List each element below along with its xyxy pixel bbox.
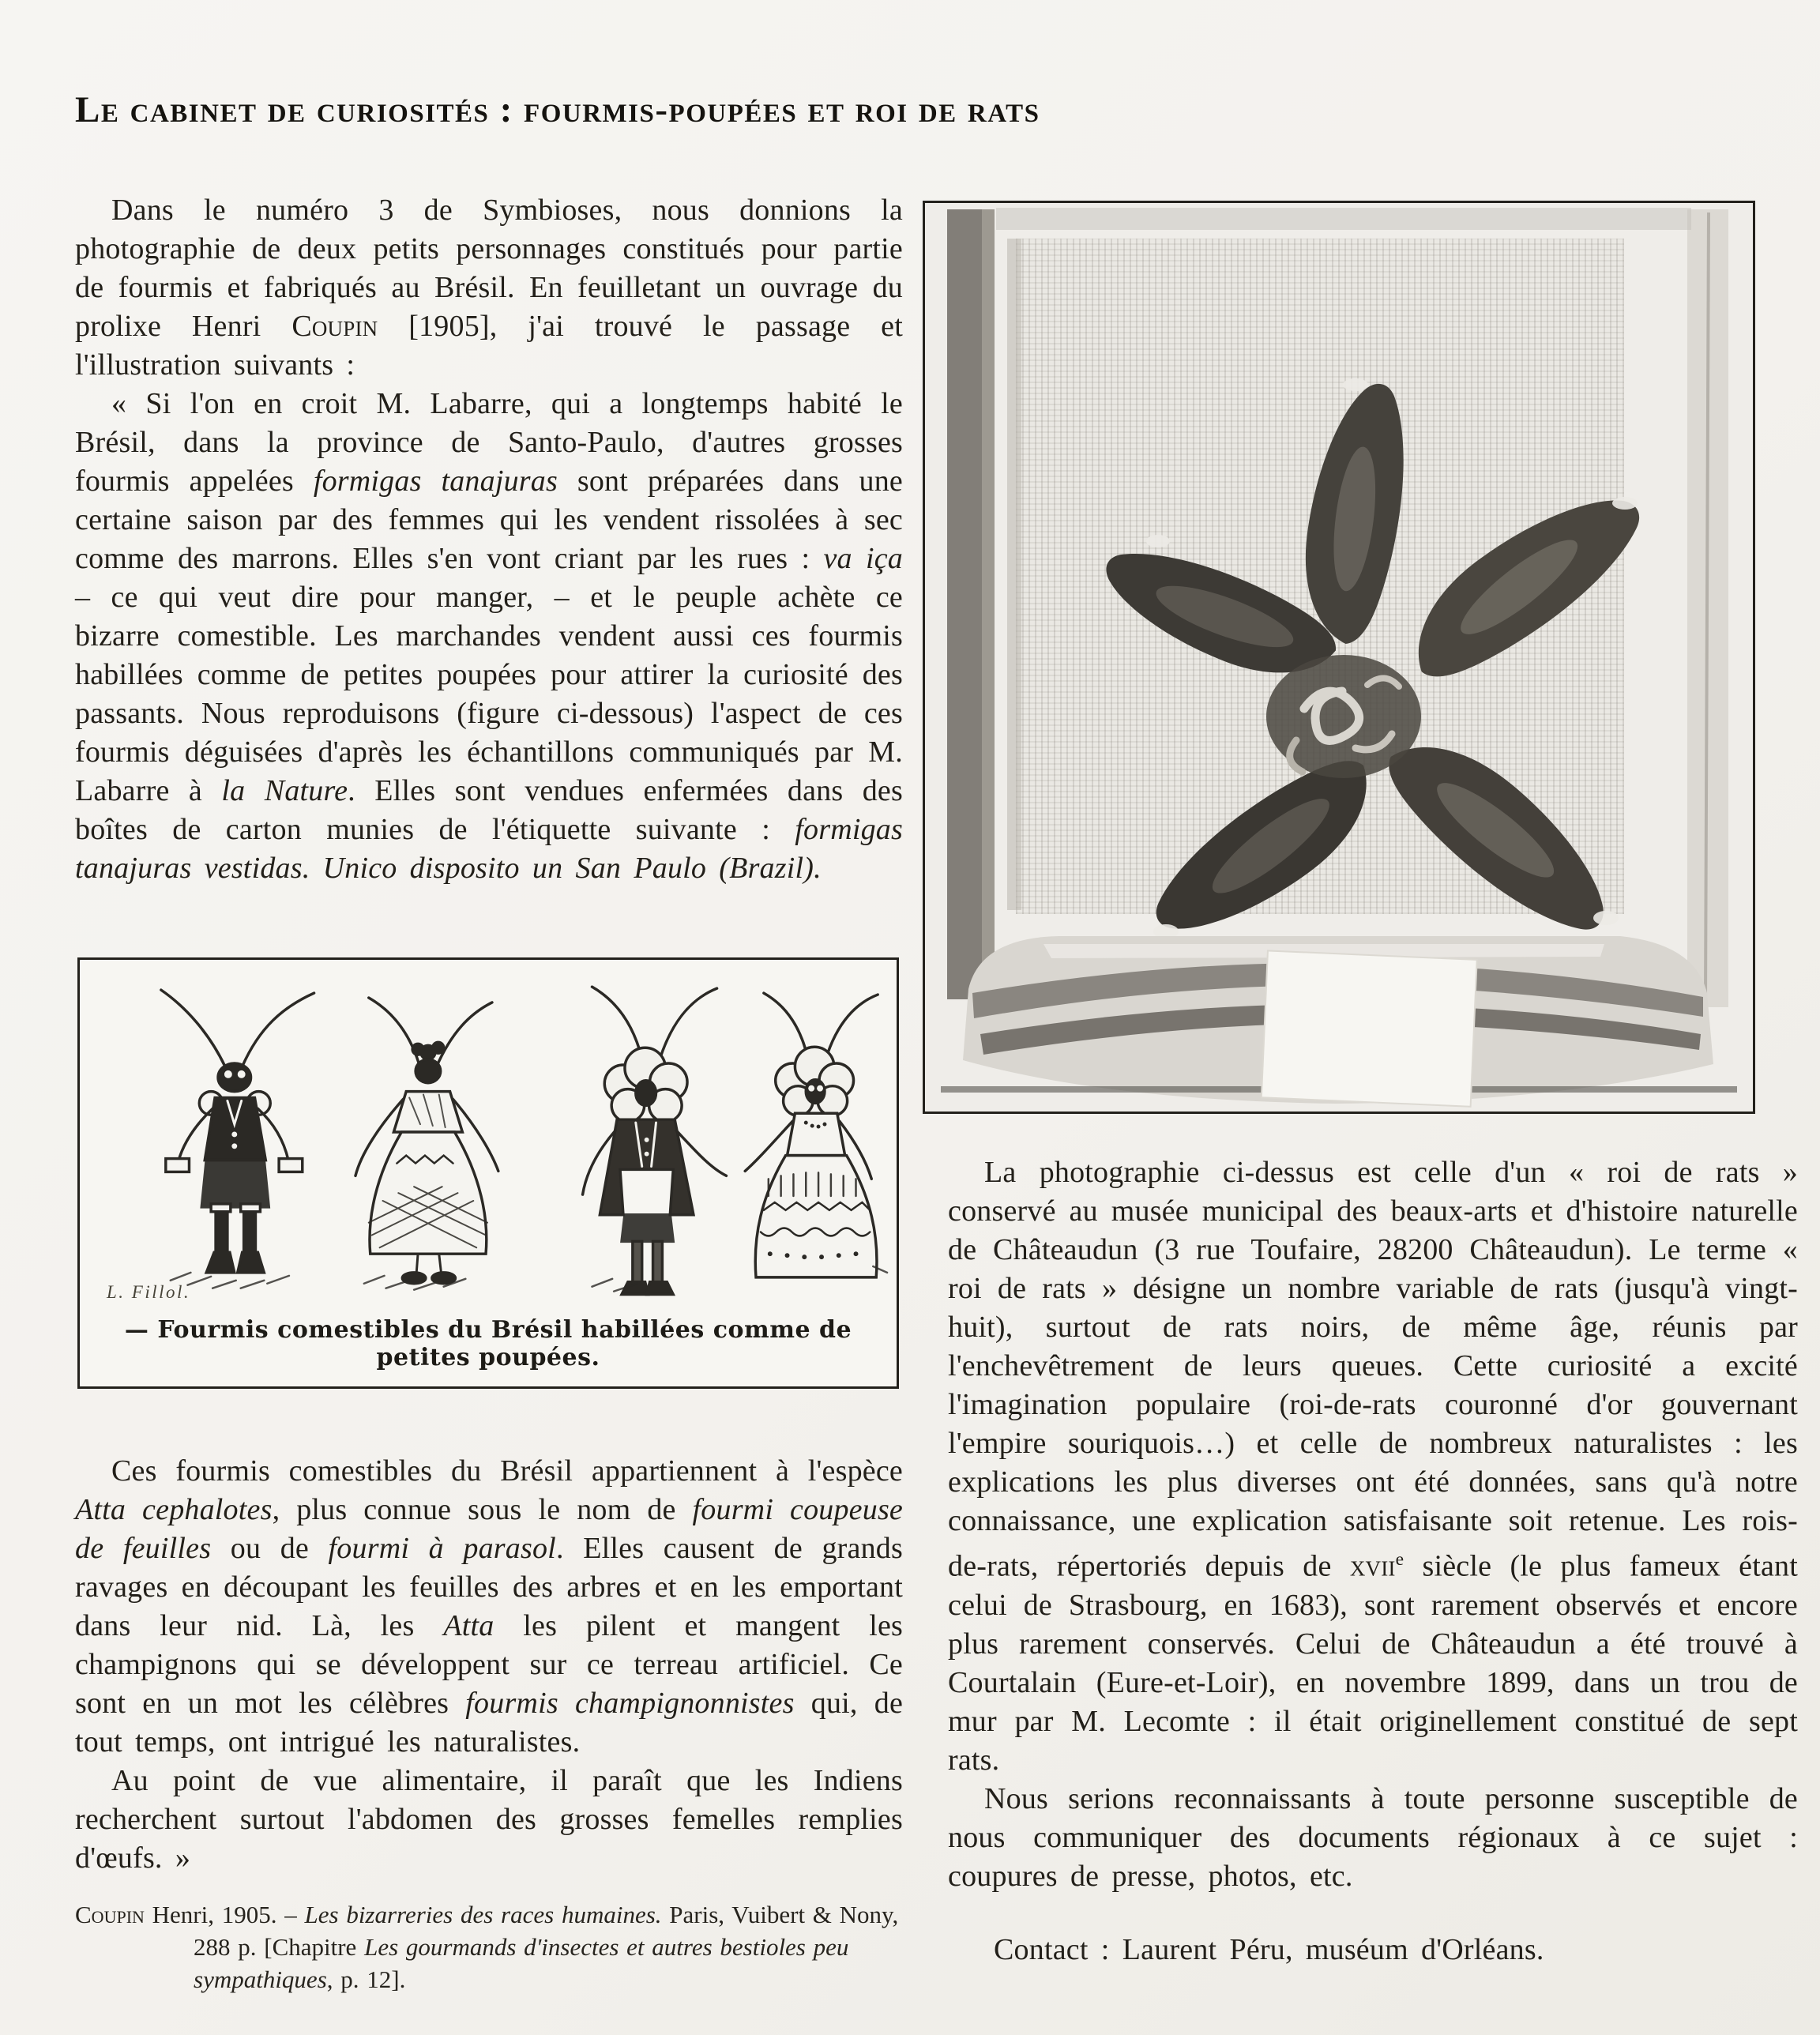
ant-doll-female-wig (745, 993, 887, 1277)
article-title: Le cabinet de curiosités : fourmis-poupées et roi de rats (75, 89, 1040, 130)
contact-line: Contact : Laurent Péru, muséum d'Orléans. (994, 1932, 1544, 1966)
ant-doll-female-dress (355, 998, 498, 1290)
left-column-upper (75, 191, 903, 888)
tail-knot (1266, 655, 1421, 778)
figure-caption: — Fourmis comestibles du Brésil habillées comme de petites poupées. (124, 1316, 852, 1371)
intro-paragraph: Dans le numéro 3 de Symbioses, nous donnions la photographie de deux petits personnages constitués pour partie de fourmis et fabriqués au Brésil. En feuilletant un ouvrage du prolixe Henri Coupin [1905], j'ai trouvé le passage et l'illustration suivants : (75, 194, 903, 382)
appeal-paragraph: Nous serions reconnaissants à toute personne susceptible de nous communiquer des documents régionaux à ce sujet : coupures de presse, photos, etc. (948, 1781, 1798, 1893)
rat-king-paragraph: La photographie ci-dessus est celle d'un « roi de rats » conservé au musée municipal des beaux-arts et d'histoire naturelle de Châteaudun (3 rue Toufaire, 28200 Châteaudun). Le terme « roi de rats » désigne un nombre variable de rats (jusqu'à vingt-huit), surtout de rats noirs, de même âge, réunis par l'enchevêtrement de leurs queues. Cette curiosité a excité l'imagination populaire (roi-de-rats couronné d'or gouvernant l'empire souriquois…) et celle de nombreux naturalistes : les explications les plus diverses ont été données, sans qu'à notre connaissance, une explication satisfaisante soit retenue. Les rois-de-rats, répertoriés depuis de xvii$^e$ siècle (le plus fameux étant celui de Strasbourg, en 1683), sont rarement observés et encore plus rarement conservés. Celui de Châteaudun a été trouvé à Courtalain (Eure-et-Loir), en novembre 1899, dans un trou de mur par M. Lecomte : il était originellement constitué de sept rats. (948, 1156, 1798, 1777)
left-column-lower (75, 1452, 903, 1996)
atta-paragraph: Ces fourmis comestibles du Brésil appartiennent à l'espèce Atta cephalotes, plus connue sous le nom de fourmi coupeuse de feuilles ou de fourmi à parasol. Elles causent de grands ravages en découpant les feuilles des arbres et en les emportant dans leur nid. Là, les Atta les pilent et mangent les champignons qui se développent sur ce terreau artificiel. Ce sont en un mot les célèbres fourmis champignonnistes qui, de tout temps, ont intrigué les naturalistes. (75, 1454, 904, 1759)
right-column-text (948, 1153, 1798, 1969)
ant-doll-male-wig (583, 987, 727, 1294)
coupin-quote-paragraph: « Si l'on en croit M. Labarre, qui a longtemps habité le Brésil, dans la province de Santo-Paulo, d'autres grosses fourmis appelées formigas tanajuras sont préparées dans une certaine saison par des femmes qui les vendent rissolées à sec comme des marrons. Elles s'en vont criant par les rues : va iça – ce qui veut dire pour manger, – et le peuple achète ce bizarre comestible. Les marchandes vendent aussi ces fourmis habillées comme de petites poupées pour attirer la curiosité des passants. Nous reproduisons (figure ci-dessous) l'aspect de ces fourmis déguisées d'après les échantillons communiqués par M. Labarre à la Nature. Elles sont vendues enfermées dans des boîtes de carton munies de l'étiquette suivante : formigas tanajuras vestidas. Unico disposito un San Paulo (Brazil). (75, 387, 903, 885)
food-paragraph: Au point de vue alimentaire, il paraît que les Indiens recherchent surtout l'abdomen des grosses femelles remplies d'œufs. » (75, 1764, 903, 1875)
ant-doll-male-suit (161, 990, 314, 1288)
bibliographic-reference: Coupin Henri, 1905. – Les bizarreries des races humaines. Paris, Vuibert & Nony, 288 p. [Chapitre Les gourmands d'insectes et autres bestioles peu sympathiques, p. 12]. (75, 1901, 899, 1993)
rat-king-specimen-illustration (925, 203, 1753, 1112)
dressed-ants-illustration (86, 965, 890, 1300)
specimen-label (1262, 950, 1477, 1106)
ants-figure (77, 957, 899, 1389)
illustrator-signature: L. Fillol. (107, 1282, 191, 1302)
rat-king-photo (923, 201, 1755, 1114)
